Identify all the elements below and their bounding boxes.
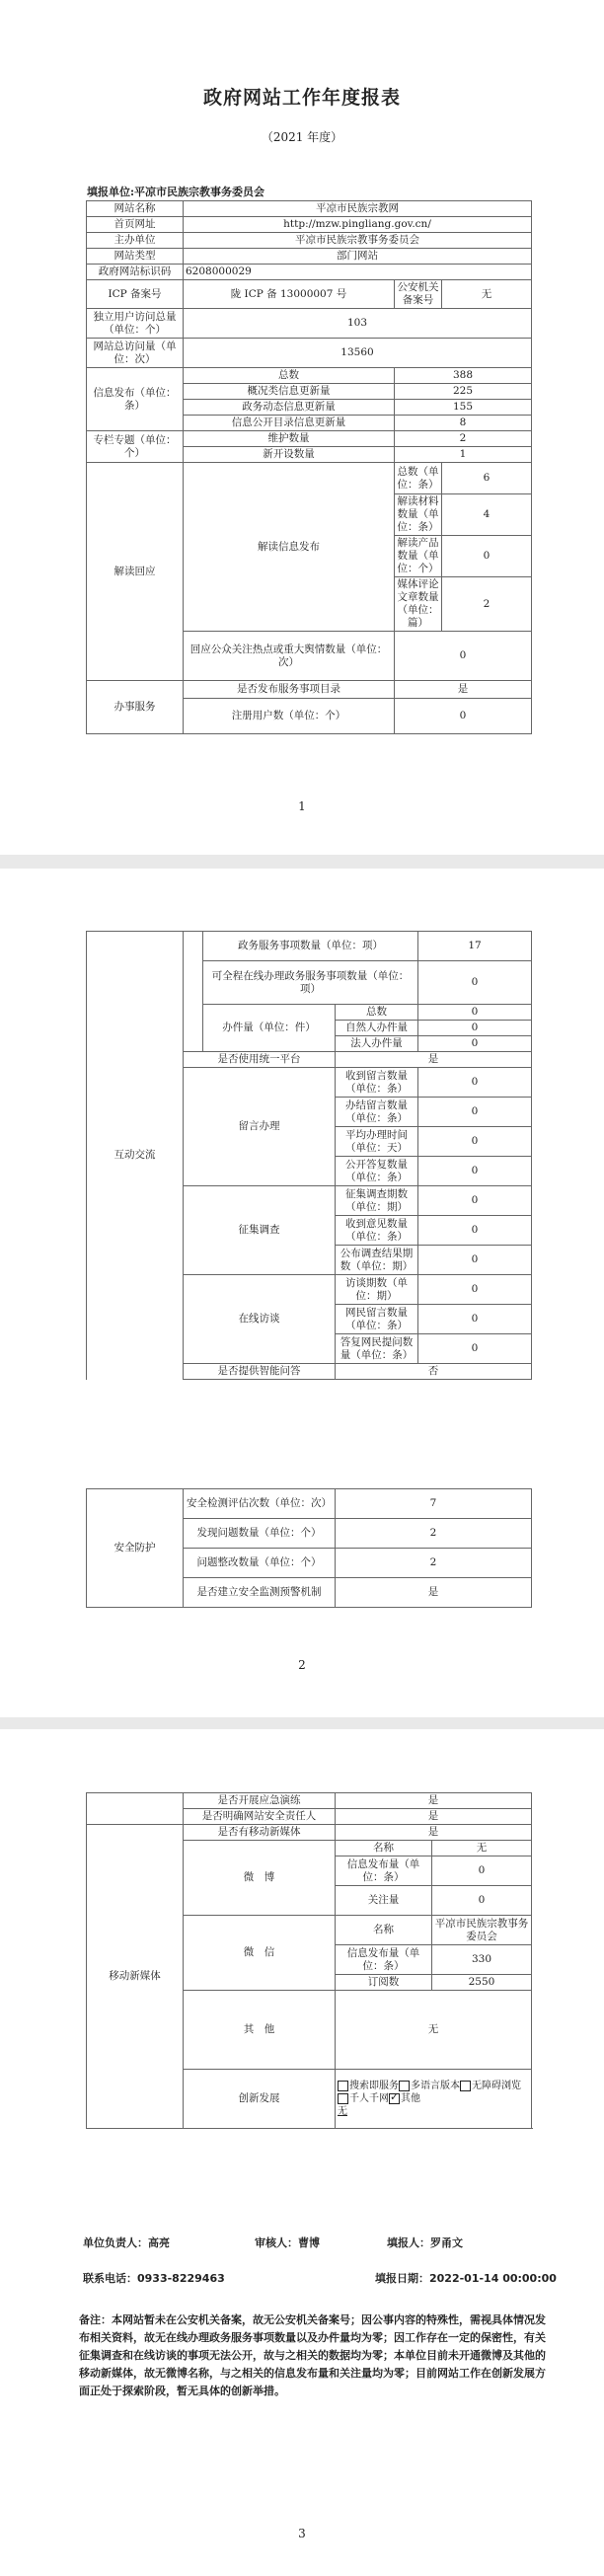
cell-label: 订阅数 — [336, 1975, 432, 1991]
unit-head: 单位负责人：高亮 — [83, 2236, 170, 2249]
checkbox-other[interactable] — [389, 2093, 420, 2104]
cell-value: 1 — [395, 447, 532, 463]
cell-value: 平凉市民族宗教事务委员会 — [432, 1916, 532, 1945]
cell-label: 政务服务事项数量（单位：项） — [203, 932, 418, 961]
cell-label: 公开答复数量（单位：条） — [336, 1157, 418, 1186]
checked-checkbox-icon — [389, 2093, 400, 2104]
cell-label: 政务动态信息更新量 — [184, 400, 395, 416]
cell-label: 访谈期数（单位：期） — [336, 1275, 418, 1305]
cell-label: 首页网址 — [87, 217, 184, 233]
filling-unit: 填报单位:平凉市民族宗教事务委员会 — [87, 186, 265, 198]
cell-value: 6 — [442, 463, 532, 494]
cell-value: http://mzw.pingliang.gov.cn/ — [184, 217, 532, 233]
cell-value: 7 — [336, 1489, 532, 1519]
cell-label: 问题整改数量（单位：个） — [184, 1549, 336, 1578]
cell-value: 155 — [395, 400, 532, 416]
cell-label: 概况类信息更新量 — [184, 384, 395, 400]
cell-value: 103 — [184, 309, 532, 339]
page-number: 3 — [298, 2527, 306, 2540]
cell-value: 无 — [442, 280, 532, 309]
cell-label: 新开设数量 — [184, 447, 395, 463]
innovation-options — [336, 2070, 532, 2129]
cell-group-label: 移动新媒体 — [87, 1825, 184, 2129]
cell-label: 网站名称 — [87, 201, 184, 217]
checkbox-label: 搜索即服务 — [349, 2081, 399, 2091]
cell-sub-label: 在线访谈 — [184, 1275, 336, 1364]
cell-group-label: 信息发布（单位：条） — [87, 368, 184, 431]
cell-group-label: 创新发展 — [184, 2070, 336, 2129]
cell-label: 征集调查期数（单位：期） — [336, 1186, 418, 1216]
checkbox-icon — [338, 2093, 348, 2104]
page-title: 政府网站工作年度报表 — [202, 87, 401, 109]
cell-value: 2 — [442, 577, 532, 632]
cell-label: 媒体评论文章数量（单位：篇） — [395, 577, 442, 632]
filling-date: 填报日期：2022-01-14 00:00:00 — [375, 2272, 557, 2285]
cell-value: 330 — [432, 1945, 532, 1975]
cell-value: 0 — [418, 1036, 532, 1052]
cell-value: 0 — [418, 1068, 532, 1098]
cell-value: 否 — [336, 1364, 532, 1380]
cell-label: 是否发布服务事项目录 — [184, 681, 395, 699]
cell-value: 部门网站 — [184, 249, 532, 265]
report-table-2-security — [86, 1488, 532, 1608]
cell-value: 0 — [432, 1856, 532, 1886]
cell-label: 自然人办件量 — [336, 1021, 418, 1036]
cell-sub-label: 留言办理 — [184, 1068, 336, 1186]
cell-value: 225 — [395, 384, 532, 400]
report-table-3 — [86, 1792, 532, 2129]
cell-value: 13560 — [184, 339, 532, 368]
table-row — [87, 1489, 532, 1519]
cell-value: 0 — [395, 632, 532, 681]
cell-label: 公布调查结果期数（单位：期） — [336, 1246, 418, 1275]
cell-value: 0 — [442, 536, 532, 577]
cell-label: 公安机关备案号 — [395, 280, 442, 309]
cell-group-label: 解读回应 — [87, 463, 184, 681]
remarks: 备注：本网站暂未在公安机关备案，故无公安机关备案号；因公事内容的特殊性，需视具体情况发布相关资料，故无在线办理政务服务事项数量以及办件量均为零；因工作存在一定的保密性，有关征集调查和在线访谈的事项无法公开，故与之相关的数据均为零；本单位目前未开通微博及其他的移动新媒体，故无微博名称，与之相关的信息发布量和关注量均为零；目前网站工作在创新发展方面正处于探索阶段，暂无具体的创新举措。 — [79, 2313, 546, 2397]
cell-group-label: 互动交流 — [87, 932, 184, 1380]
cell-sub-label: 办件量（单位：件） — [203, 1005, 336, 1052]
cell-label: 信息公开目录信息更新量 — [184, 416, 395, 431]
report-table-1 — [86, 200, 532, 734]
cell-label: 法人办件量 — [336, 1036, 418, 1052]
cell-value: 是 — [336, 1825, 532, 1841]
cell-label: 网站类型 — [87, 249, 184, 265]
checkbox-icon — [399, 2081, 410, 2091]
cell-label: 名称 — [336, 1916, 432, 1945]
report-page-3 — [0, 1729, 604, 2576]
cell-value: 平凉市民族宗教事务委员会 — [184, 233, 532, 249]
cell-value: 388 — [395, 368, 532, 384]
cell-label: 答复网民提问数量（单位：条） — [336, 1334, 418, 1364]
checkbox-multilang[interactable] — [399, 2081, 460, 2091]
report-year: （2021 年度） — [261, 130, 343, 144]
cell-label: 是否使用统一平台 — [184, 1052, 336, 1068]
cell-label: 维护数量 — [184, 431, 395, 447]
cell-label: 总数 — [336, 1005, 418, 1021]
table-row — [87, 431, 532, 447]
cell-value: 0 — [418, 1216, 532, 1246]
cell-value: 0 — [418, 1005, 532, 1021]
cell-value: 是 — [336, 1052, 532, 1068]
cell-value: 平凉市民族宗教网 — [184, 201, 532, 217]
checkbox-accessible[interactable] — [460, 2081, 521, 2091]
table-row — [87, 368, 532, 384]
table-row — [87, 217, 532, 233]
cell-label: 信息发布量（单位：条） — [336, 1945, 432, 1975]
cell-label: 解读产品数量（单位：个） — [395, 536, 442, 577]
cell-label: 解读材料数量（单位：条） — [395, 494, 442, 536]
cell-label: 回应公众关注热点或重大舆情数量（单位：次） — [184, 632, 395, 681]
cell-label: 平均办理时间（单位：天） — [336, 1127, 418, 1157]
cell-value: 0 — [418, 1098, 532, 1127]
filler: 填报人：罗甬文 — [387, 2236, 463, 2249]
table-row — [87, 1825, 532, 1841]
checkbox-icon — [460, 2081, 471, 2091]
table-row — [87, 932, 532, 961]
cell-value: 0 — [432, 1886, 532, 1916]
cell-label: 总数 — [184, 368, 395, 384]
table-row — [87, 309, 532, 339]
page-number: 2 — [298, 1658, 306, 1672]
cell-value: 2 — [395, 431, 532, 447]
cell-value: 0 — [418, 1334, 532, 1364]
table-row — [87, 463, 532, 494]
cell-label: 办结留言数量（单位：条） — [336, 1098, 418, 1127]
table-row — [87, 201, 532, 217]
cell-label: 发现问题数量（单位：个） — [184, 1519, 336, 1549]
cell-label: 可全程在线办理政务服务事项数量（单位：项） — [203, 961, 418, 1005]
cell-label: 注册用户数（单位：个） — [184, 699, 395, 734]
table-row — [87, 339, 532, 368]
cell-value: 无 — [336, 1991, 532, 2070]
cell-label: 是否建立安全监测预警机制 — [184, 1578, 336, 1608]
cell-value: 0 — [418, 1021, 532, 1036]
cell-group-label: 安全防护 — [87, 1489, 184, 1608]
cell-value: 是 — [395, 681, 532, 699]
cell-label: 是否提供智能问答 — [184, 1364, 336, 1380]
cell-label: 政府网站标识码 — [87, 265, 184, 280]
cell-sub-label: 微 信 — [184, 1916, 336, 1991]
cell-sub-label: 微 博 — [184, 1841, 336, 1916]
cell-label: 网民留言数量（单位：条） — [336, 1305, 418, 1334]
cell-value: 是 — [336, 1809, 532, 1825]
cell-value: 0 — [395, 699, 532, 734]
table-row — [87, 265, 532, 280]
checkbox-label: 其他 — [401, 2093, 420, 2104]
cell-value: 0 — [418, 1305, 532, 1334]
cell-label: 是否明确网站安全责任人 — [184, 1809, 336, 1825]
table-row — [87, 1793, 532, 1809]
checkbox-label: 多语言版本 — [411, 2081, 460, 2091]
cell-value: 无 — [432, 1841, 532, 1856]
cell-label: 是否有移动新媒体 — [184, 1825, 336, 1841]
cell-label: 关注量 — [336, 1886, 432, 1916]
checkbox-icon — [338, 2081, 348, 2091]
cell-label: 网站总访问量（单位：次） — [87, 339, 184, 368]
cell-label: 名称 — [336, 1841, 432, 1856]
cell-group-label: 办事服务 — [87, 681, 184, 734]
cell-sub-label: 征集调查 — [184, 1186, 336, 1275]
cell-label: 是否开展应急演练 — [184, 1793, 336, 1809]
report-page-2 — [0, 869, 604, 1717]
page-number: 1 — [298, 799, 306, 813]
cell-value: 是 — [336, 1578, 532, 1608]
cell-label: 信息发布量（单位：条） — [336, 1856, 432, 1886]
cell-label: 安全检测评估次数（单位：次） — [184, 1489, 336, 1519]
cell-value: 8 — [395, 416, 532, 431]
reviewer: 审核人：曹博 — [255, 2236, 320, 2249]
report-table-2 — [86, 931, 532, 1380]
cell-value: 17 — [418, 932, 532, 961]
cell-value: 陇 ICP 备 13000007 号 — [184, 280, 395, 309]
cell-value: 4 — [442, 494, 532, 536]
checkbox-personalized[interactable] — [338, 2093, 389, 2104]
cell-value: 2 — [336, 1519, 532, 1549]
cell-label: 总数（单位：条） — [395, 463, 442, 494]
cell-label: 独立用户访问总量（单位：个） — [87, 309, 184, 339]
cell-sub-label: 其 他 — [184, 1991, 336, 2070]
cell-value: 0 — [418, 961, 532, 1005]
cell-value: 是 — [336, 1793, 532, 1809]
cell-value: 0 — [418, 1157, 532, 1186]
cell-label: 主办单位 — [87, 233, 184, 249]
cell-label: 收到意见数量（单位：条） — [336, 1216, 418, 1246]
cell-group-label: 专栏专题（单位：个） — [87, 431, 184, 463]
cell-value: 0 — [418, 1186, 532, 1216]
checkbox-label: 千人千网 — [349, 2093, 389, 2104]
checkbox-label: 无障碍浏览 — [472, 2081, 521, 2091]
table-row — [87, 233, 532, 249]
cell-label: 收到留言数量（单位：条） — [336, 1068, 418, 1098]
contact-phone: 联系电话：0933-8229463 — [83, 2272, 225, 2285]
report-page-1 — [0, 0, 604, 855]
cell-value: 2550 — [432, 1975, 532, 1991]
cell-value: 0 — [418, 1275, 532, 1305]
cell-value: 0 — [418, 1246, 532, 1275]
cell-value: 0 — [418, 1127, 532, 1157]
cell-value: 2 — [336, 1549, 532, 1578]
cell-value: 6208000029 — [184, 265, 532, 280]
cell-label: ICP 备案号 — [87, 280, 184, 309]
table-row — [87, 249, 532, 265]
other-value: 无 — [338, 2106, 347, 2117]
table-row — [87, 280, 532, 309]
table-row — [87, 681, 532, 699]
cell-sub-label: 解读信息发布 — [184, 463, 395, 632]
